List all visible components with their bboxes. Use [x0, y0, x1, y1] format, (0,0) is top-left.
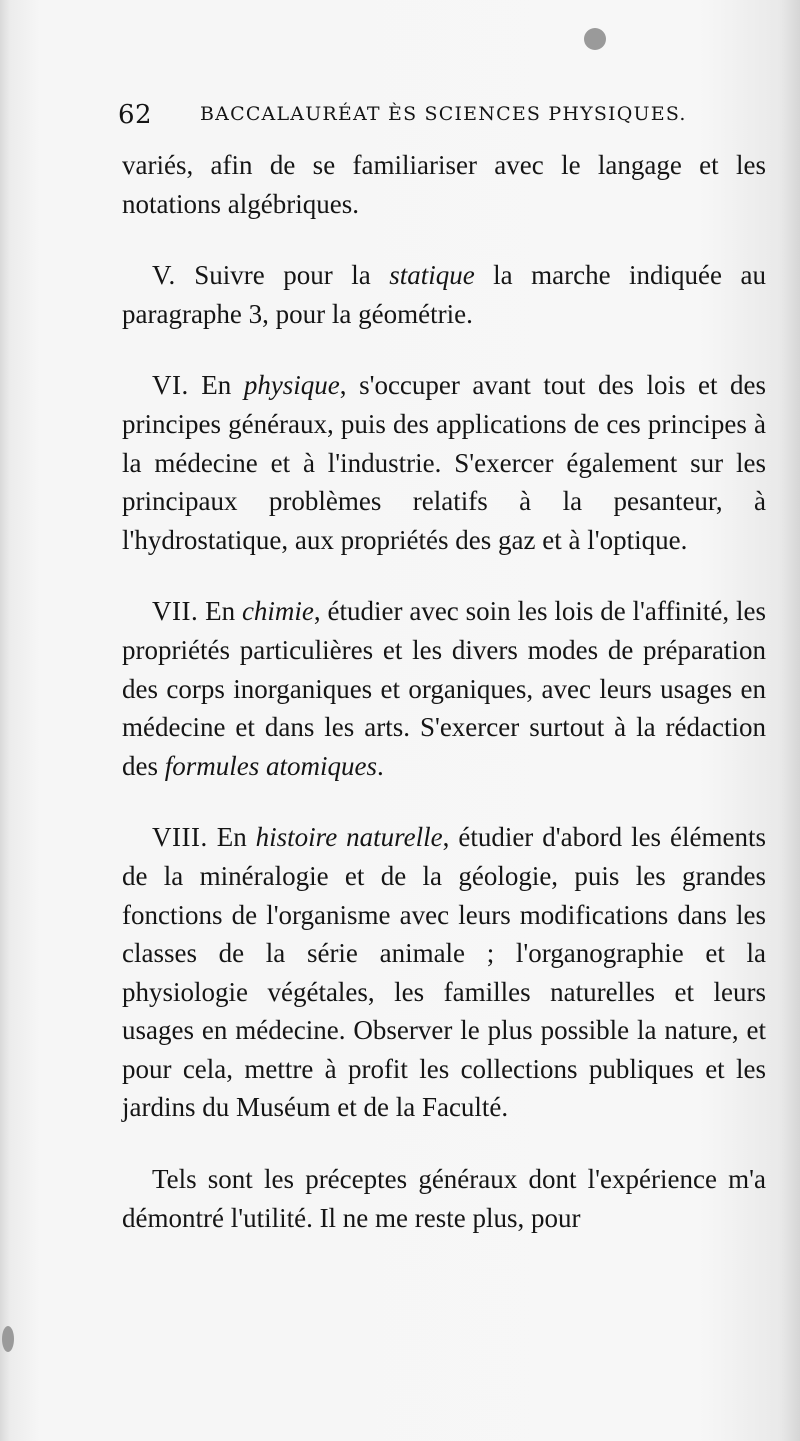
ink-blot — [584, 28, 606, 50]
paragraph-text: En — [198, 596, 242, 627]
paragraph-text: , étudier d'abord les éléments de la minéralogie et de la géologie, puis les grandes fonctions de l'organisme avec leurs modifications dans les classes de la série animale ; l'organographie et la physiologie végétales, les familles naturelles et leurs usages en médecine. Observer le plus possible la nature, et pour cela, mettre à profit les collections publiques et les jardins du Muséum et de la Faculté. — [122, 822, 766, 1123]
paragraph-v — [122, 256, 766, 333]
paragraph-text: , s'occuper avant tout des lois et des principes généraux, puis des applications de ces principes à la médecine et à l'industrie. S'exercer également sur les principaux problèmes relatifs à la pesanteur, à l'hydrostatique, aux propriétés des gaz et à l'optique. — [122, 370, 767, 555]
emphasis: physique — [243, 370, 340, 401]
page-number: 62 — [118, 100, 153, 130]
paragraph-continuation — [122, 146, 766, 223]
paragraph-text: la marche indiquée au paragraphe 3, pour la géométrie. — [122, 260, 766, 329]
paragraph-text: Suivre pour la — [175, 260, 390, 291]
emphasis: formules atomiques — [164, 750, 377, 781]
body-text — [122, 146, 766, 1237]
section-number: VI. — [152, 370, 189, 401]
paragraph-vi — [122, 366, 766, 559]
page-header — [118, 100, 718, 136]
paragraph-text: , étudier avec soin les lois de l'affinité, les propriétés particulières et les divers modes de préparation des corps inorganiques et organiques, avec leurs usages en médecine et dans les arts. S'exercer surtout à la rédaction des — [122, 596, 766, 781]
paragraph-vii — [122, 592, 766, 785]
section-number: V. — [152, 260, 176, 291]
emphasis: chimie — [241, 596, 314, 627]
emphasis: statique — [389, 260, 475, 291]
emphasis: histoire naturelle — [255, 822, 443, 853]
section-number: VII. — [152, 596, 199, 627]
section-number: VIII. — [152, 822, 208, 853]
paragraph-viii — [122, 818, 766, 1127]
paragraph-text: En — [207, 822, 256, 853]
paragraph-closing — [122, 1160, 766, 1237]
paragraph-text: variés, afin de se familiariser avec le langage et les notations algébriques. — [122, 150, 766, 219]
paragraph-text: Tels sont les préceptes généraux dont l'expérience m'a démontré l'utilité. Il ne me reste plus, pour — [122, 1164, 766, 1233]
paragraph-text: . — [377, 750, 384, 781]
ink-blot — [2, 1326, 14, 1352]
paragraph-text: En — [188, 370, 244, 401]
running-head: BACCALAURÉAT ÈS SCIENCES PHYSIQUES. — [200, 103, 687, 125]
